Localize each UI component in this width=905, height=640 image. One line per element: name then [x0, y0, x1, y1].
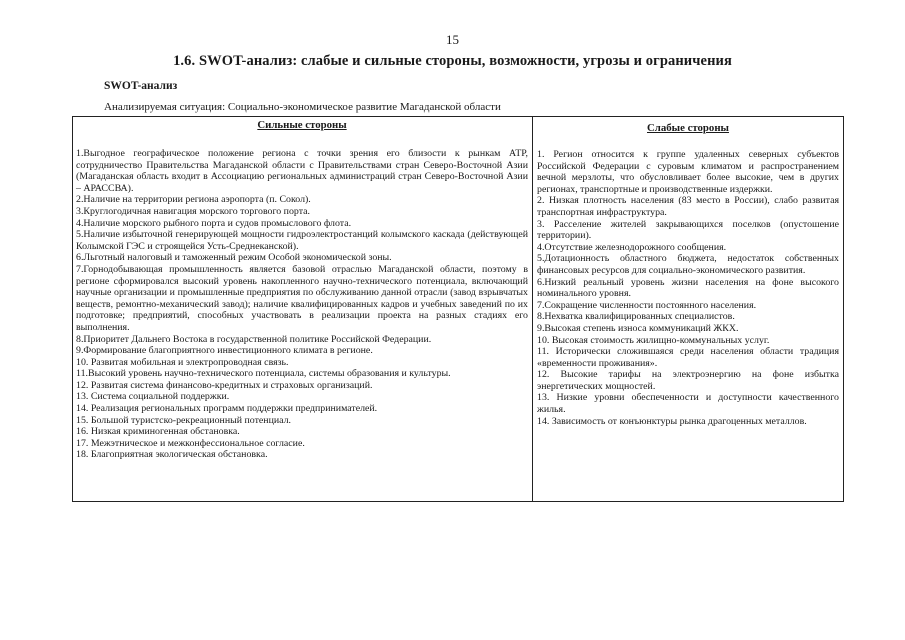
strength-item: 17. Межэтническое и межконфессиональное согласие. — [76, 437, 305, 449]
weakness-item: 2. Низкая плотность населения (83 место в России), слабо развитая транспортная инфраструктура. — [537, 195, 839, 218]
weakness-item: 8.Нехватка квалифицированных специалистов. — [537, 311, 735, 323]
strengths-list — [76, 148, 528, 461]
strength-item: 4.Наличие морского рыбного порта и судов промыслового флота. — [76, 217, 352, 229]
strength-item: 5.Наличие избыточной генерирующей мощности гидроэлектростанций колымского каскада (действующей Колымской ГЭС и строящейся Усть-Среднеканской). — [76, 229, 528, 252]
page-number: 15 — [446, 32, 459, 47]
weakness-item: 5.Дотационность областного бюджета, недостаток собственных финансовых ресурсов для социально-экономического развития. — [537, 253, 839, 276]
weakness-item: 7.Сокращение численности постоянного населения. — [537, 299, 757, 311]
strength-item: 9.Формирование благоприятного инвестиционного климата в регионе. — [76, 345, 373, 357]
weakness-item: 12. Высокие тарифы на электроэнергию на фоне избытка энергетических мощностей. — [537, 369, 839, 392]
swot-subheading: SWOT-анализ — [104, 80, 178, 92]
weakness-item: 14. Зависимость от конъюнктуры рынка драгоценных металлов. — [537, 415, 807, 427]
strength-item: 13. Система социальной поддержки. — [76, 391, 230, 403]
analyzed-situation: Анализируемая ситуация: Социально-экономическое развитие Магаданской области — [104, 101, 501, 113]
weakness-item: 10. Высокая стоимость жилищно-коммунальных услуг. — [537, 334, 770, 346]
weakness-item: 6.Низкий реальный уровень жизни населения на фоне высокого номинального уровня. — [537, 276, 839, 300]
strength-item: 12. Развитая система финансово-кредитных и страховых организаций. — [76, 379, 373, 391]
strength-item: 6.Льготный налоговый и таможенный режим Особой экономической зоны. — [76, 252, 392, 264]
section-heading: 1.6. SWOT-анализ: слабые и сильные стороны, возможности, угрозы и ограничения — [173, 53, 732, 69]
weakness-item: 13. Низкие уровни обеспеченности и доступности качественного жилья. — [537, 392, 839, 416]
strength-item: 10. Развитая мобильная и электропроводная связь. — [76, 356, 289, 368]
strength-item: 16. Низкая криминогенная обстановка. — [76, 426, 240, 438]
strength-item: 1.Выгодное географическое положение региона с точки зрения его близости к рынкам АТР, сотрудничество Правительства Магаданской области с Правительствами стран Северо-Восточной Азии (Магаданская область входит в Ассоциацию региональных администраций стран Северо-Восточной Азии – АРАССВА). — [76, 148, 528, 194]
strength-item: 15. Большой туристско-рекреационный потенциал. — [76, 414, 292, 426]
weakness-item: 4.Отсутствие железнодорожного сообщения. — [537, 241, 727, 253]
strength-item: 7.Горнодобывающая промышленность является базовой отраслью Магаданской области, поэтому в регионе сформировался высокий уровень накопленного научно-технического потенциала, включающий научные организации и промышленные предприятия по обслуживанию данной отрасли (завод взрывчатых веществ, ремонтно-механический завод); наличие квалифицированных кадров и учебных заведений по их подготовке; предприятий, способных участвовать в реализации проекта на разных стадиях его выполнения. — [76, 263, 528, 333]
strengths-header: Сильные стороны — [257, 119, 347, 131]
strength-item: 2.Наличие на территории региона аэропорта (п. Сокол). — [76, 194, 311, 206]
weakness-item: 11. Исторически сложившаяся среди населения области традиция «временности проживания». — [537, 346, 839, 369]
weakness-item: 1. Регион относится к группе удаленных северных субъектов Российской Федерации с суровым климатом и распространением вечной мерзлоты, что обусловливает более высокие, чем в других регионах, транспортные и производственные издержки. — [537, 149, 839, 195]
weaknesses-list — [537, 149, 839, 427]
weakness-item: 9.Высокая степень износа коммуникаций ЖКХ. — [537, 322, 739, 334]
swot-table — [72, 116, 844, 502]
strength-item: 8.Приоритет Дальнего Востока в государственной политике Российской Федерации. — [76, 333, 432, 345]
weakness-item: 3. Расселение жителей закрывающихся поселков (опустошение территории). — [537, 218, 839, 242]
strength-item: 11.Высокий уровень научно-технического потенциала, системы образования и культуры. — [76, 368, 451, 380]
strength-item: 3.Круглогодичная навигация морского торгового порта. — [76, 205, 311, 217]
weaknesses-header: Слабые стороны — [647, 122, 729, 134]
strength-item: 14. Реализация региональных программ поддержки предпринимателей. — [76, 403, 378, 415]
column-divider — [532, 117, 533, 501]
strengths-column — [76, 117, 528, 461]
strength-item: 18. Благоприятная экологическая обстановка. — [76, 449, 268, 461]
weaknesses-column — [537, 117, 839, 427]
